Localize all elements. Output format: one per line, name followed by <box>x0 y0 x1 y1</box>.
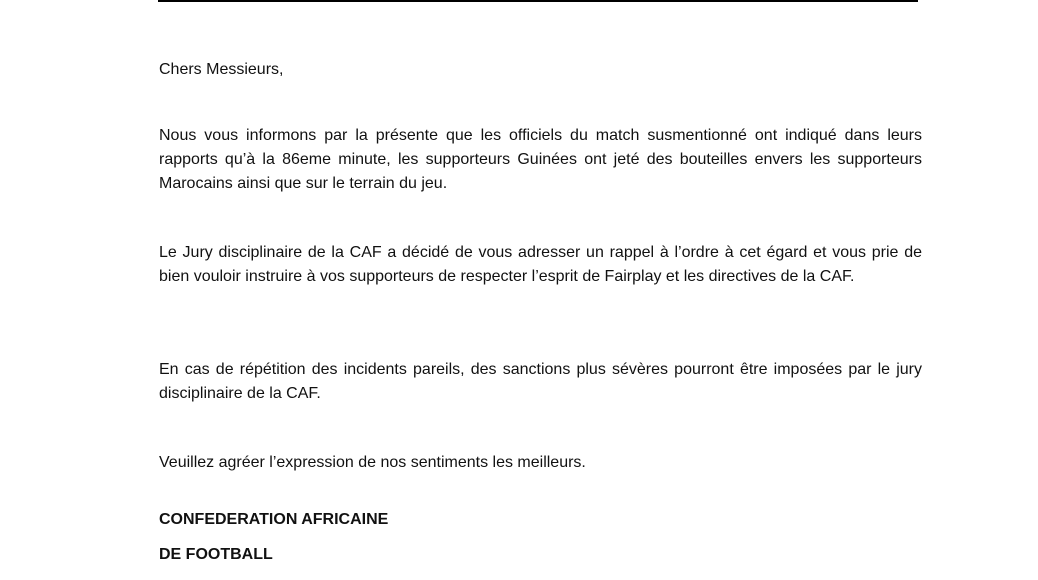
closing-formula: Veuillez agréer l’expression de nos sentiments les meilleurs. <box>159 454 586 471</box>
salutation: Chers Messieurs, <box>159 61 284 78</box>
paragraph-disciplinary-warning: Le Jury disciplinaire de la CAF a décidé de vous adresser un rappel à l’ordre à cet égard et vous prie de bien vouloir instruire à vos supporteurs de respecter l’esprit de Fairplay et les directives de la CAF. <box>159 244 922 285</box>
header-divider <box>158 0 918 2</box>
paragraph-sanctions-notice: En cas de répétition des incidents pareils, des sanctions plus sévères pourront être imposées par le jury disciplinaire de la CAF. <box>159 361 922 402</box>
paragraph-incident-report: Nous vous informons par la présente que les officiels du match susmentionné ont indiqué dans leurs rapports qu’à la 86eme minute, les supporteurs Guinées ont jeté des bouteilles envers les supporteurs Marocains ainsi que sur le terrain du jeu. <box>159 127 922 192</box>
signature-line-1: CONFEDERATION AFRICAINE <box>159 511 389 528</box>
signature-line-2: DE FOOTBALL <box>159 546 273 563</box>
